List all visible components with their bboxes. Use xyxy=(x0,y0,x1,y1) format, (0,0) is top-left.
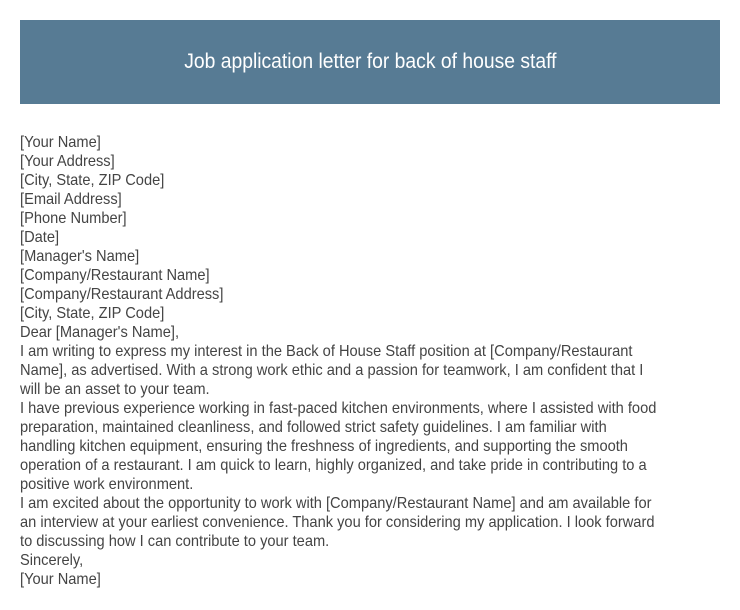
signature: [Your Name] xyxy=(20,571,101,588)
sender-email: [Email Address] xyxy=(20,191,122,208)
sender-block xyxy=(20,133,720,228)
recipient-company-name: [Company/Restaurant Name] xyxy=(20,267,210,284)
paragraph-line: positive work environment. xyxy=(20,476,194,493)
paragraph-line: an interview at your earliest convenience. Thank you for considering my application. I look forward xyxy=(20,514,655,531)
paragraph-1 xyxy=(20,342,720,399)
letter-date: [Date] xyxy=(20,229,60,246)
paragraph-line: I have previous experience working in fast-paced kitchen environments, where I assisted with food xyxy=(20,400,657,417)
recipient-company-address: [Company/Restaurant Address] xyxy=(20,286,224,303)
salutation: Dear [Manager's Name], xyxy=(20,324,180,341)
paragraph-line: to discussing how I can contribute to your team. xyxy=(20,533,330,550)
sender-name: [Your Name] xyxy=(20,134,101,151)
closing: Sincerely, xyxy=(20,552,84,569)
paragraph-line: operation of a restaurant. I am quick to learn, highly organized, and take pride in contributing to a xyxy=(20,457,647,474)
recipient-block xyxy=(20,247,720,323)
recipient-manager-name: [Manager's Name] xyxy=(20,248,140,265)
paragraph-line: will be an asset to your team. xyxy=(20,381,210,398)
page-header xyxy=(20,20,720,104)
paragraph-2 xyxy=(20,399,720,494)
sender-address: [Your Address] xyxy=(20,153,115,170)
recipient-city-state-zip: [City, State, ZIP Code] xyxy=(20,305,165,322)
paragraph-line: I am writing to express my interest in the Back of House Staff position at [Company/Restaurant xyxy=(20,343,633,360)
sender-city-state-zip: [City, State, ZIP Code] xyxy=(20,172,165,189)
sender-phone: [Phone Number] xyxy=(20,210,127,227)
letter-body xyxy=(20,133,720,589)
paragraph-line: Name], as advertised. With a strong work ethic and a passion for teamwork, I am confident that I xyxy=(20,362,644,379)
paragraph-line: handling kitchen equipment, ensuring the freshness of ingredients, and supporting the smooth xyxy=(20,438,628,455)
page-title: Job application letter for back of house staff xyxy=(183,50,557,73)
paragraph-line: I am excited about the opportunity to work with [Company/Restaurant Name] and am available for xyxy=(20,495,652,512)
paragraph-3 xyxy=(20,494,720,551)
paragraph-line: preparation, maintained cleanliness, and followed strict safety guidelines. I am familiar with xyxy=(20,419,607,436)
